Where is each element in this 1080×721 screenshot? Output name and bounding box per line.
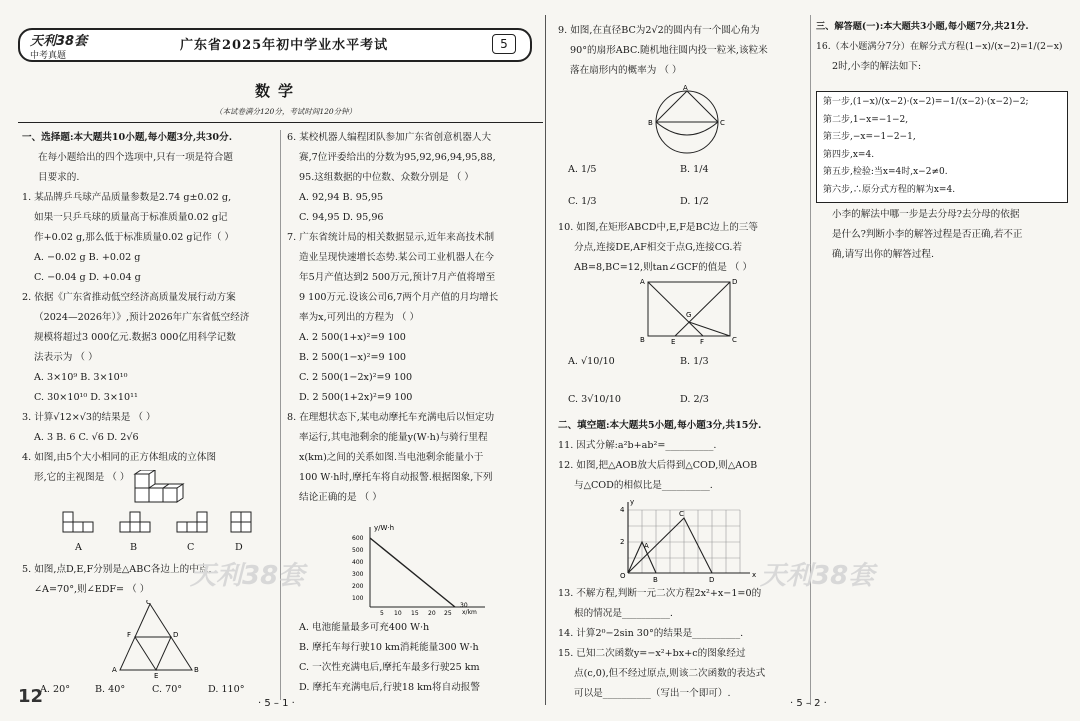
q10-option-b: B. 1/3 [680,356,709,367]
divider [18,122,543,123]
q10-option-c: C. 3√10/10 [568,394,621,405]
cube-face [135,474,149,488]
svg-text:2: 2 [620,538,625,546]
q4-option-d: D [235,542,243,553]
question-5-text: 5. 如图,点D,E,F分别是△ABC各边上的中点, [22,564,212,575]
rectangle-figure [640,276,740,344]
question-16-prompt [832,205,1022,265]
question-13: 13. 不解方程,判断一元二次方程2x²+x−1=0的 [558,588,762,599]
question-10 [558,218,758,278]
text-line: 率为x,可列出的方程为 （ ） [299,312,420,323]
text-line: 赛,7位评委给出的分数为95,92,96,94,95,88, [299,152,496,163]
q8-option-c: C. 一次性充满电后,摩托车最多行驶25 km [299,662,480,673]
solution-step: 第一步,(1−x)/(x−2)·(x−2)=−1/(x−2)·(x−2)−2; [823,97,1029,107]
sheet-number: 12 [18,686,44,707]
question-9 [558,21,768,81]
column-4 [816,17,1063,77]
option-row: C. −0.04 g D. +0.04 g [34,272,141,283]
option-row: A. 3×10⁹ B. 3×10¹⁰ [34,372,128,383]
svg-text:C: C [679,510,684,518]
energy-graph [340,522,490,617]
column-1 [22,128,249,488]
text-line: 95.这组数据的中位数、众数分别是 （ ） [299,172,474,183]
text-line: 根的情况是__________. [574,608,673,619]
question-11: 11. 因式分解:a²b+ab²=__________. [558,440,717,451]
svg-text:A: A [683,84,688,92]
y-tick: 500 [352,547,364,554]
svg-text:G: G [686,311,692,319]
text-line: ∠A=70°,则∠EDF= （ ） [34,584,150,595]
x-tick: 30 [460,602,468,609]
text-line: 落在扇形内的概率为 （ ） [570,65,682,76]
segment-af [648,282,703,336]
cube-face [135,488,149,502]
watermark: 天利38套 [760,561,875,591]
y-tick: 300 [352,571,364,578]
question-6: 6. 某校机器人编程团队参加广东省创意机器人大 [287,132,492,143]
segment-de [675,282,730,336]
text-line: 可以是__________（写出一个即可）. [574,688,731,699]
text-line: 造业呈现快速增长态势.某公司工业机器人在今 [299,252,494,263]
sector-sides [656,91,718,122]
question-7: 7. 广东省统计局的相关数据显示,近年来高技术制 [287,232,495,243]
q5-option-d: D. 110° [208,684,245,695]
text-line: 是什么?判断小李的解答过程是否正确,若不正 [832,229,1023,240]
svg-text:B: B [194,666,199,674]
page-gutter [545,15,546,705]
q8-option-a: A. 电池能量最多可充400 W·h [299,622,430,633]
question-8: 8. 在理想状态下,某电动摩托车充满电后以恒定功 [287,412,495,423]
text-line: 形,它的主视图是 （ ） [34,472,130,483]
exam-note: （本试卷满分120分，考试时间120分钟） [215,107,357,116]
column-divider [810,15,811,705]
solution-step: 第二步,1−x=−1−2, [823,114,909,125]
option-row: A. 3 B. 6 C. √6 D. 2√6 [34,432,139,443]
exam-title: 广东省2025年初中学业水平考试 [180,38,389,53]
q8-option-b: B. 摩托车每行驶10 km消耗能量300 W·h [299,642,479,653]
svg-text:4: 4 [620,506,625,514]
solution-box [816,91,1068,203]
option-row: A. 2 500(1+x)²=9 100 [299,332,406,343]
text-line: 与△COD的相似比是__________. [574,480,713,491]
question-10-text: 10. 如图,在矩形ABCD中,E,F是BC边上的三等 [558,222,758,233]
option-row: D. 2 500(1+2x)²=9 100 [299,392,413,403]
svg-text:F: F [127,631,132,639]
option-row: C. 94,95 D. 95,96 [299,212,384,223]
text-line: 确,请写出你的解答过程. [832,249,935,260]
q4-option-a: A [75,542,82,553]
text-line: 规模将超过3 000亿元.数据3 000亿用科学记数 [34,332,236,343]
page-number-badge: 5 [492,34,516,54]
x-tick: 5 [380,610,384,617]
sector-arc [656,122,718,135]
text-line: 100 W·h时,摩托车将自动报警.根据图象,下列 [299,472,493,483]
section-heading: 三、解答题(一):本大题共3小题,每小题7分,共21分. [816,21,1029,32]
svg-text:B: B [648,119,653,127]
question-9-text: 9. 如图,在直径BC为2√2的圆内有一个圆心角为 [558,25,760,36]
q4-option-b: B [130,542,138,553]
x-tick: 20 [428,610,436,617]
q4-views [55,510,270,540]
solid-figure [125,470,185,510]
triangle-figure [110,600,210,678]
q9-option-b: B. 1/4 [680,164,709,175]
fill-in-questions [558,584,765,704]
svg-text:C: C [720,119,725,127]
text-line: 目要求的. [38,172,80,183]
text-line: 法表示为 （ ） [34,352,98,363]
column-divider [280,130,281,700]
svg-text:x: x [752,571,757,579]
svg-text:D: D [173,631,179,639]
option-row: A. −0.02 g B. +0.02 g [34,252,141,263]
x-axis-label: x/km [462,609,477,616]
brand-logo: 天利38套 [30,34,88,49]
svg-text:B: B [640,336,645,344]
circle-figure [645,84,730,156]
svg-text:A: A [644,542,649,550]
y-axis-label: y/W·h [374,524,395,532]
cube-face [149,488,163,502]
svg-text:C: C [146,600,151,606]
q5-option-c: C. 70° [152,684,183,695]
y-tick: 600 [352,535,364,542]
q10-option-d: D. 2/3 [680,394,709,405]
question-12: 12. 如图,把△AOB放大后得到△COD,则△AOB [558,460,758,471]
q9-option-d: D. 1/2 [680,196,709,207]
svg-text:D: D [732,278,738,286]
q5-option-a: A. 20° [40,684,71,695]
svg-text:B: B [653,576,658,583]
text-line: 年5月产值达到2 500万元,预计7月产值将增至 [299,272,496,283]
text-line: 如果一只乒乓球的质量高于标准质量0.02 g记 [34,212,228,223]
solution-step: 第五步,检验:当x=4时,x−2≠0. [823,167,948,177]
rectangle-abcd [648,282,730,336]
text-line: 率运行,其电池剩余的能量y(W·h)与骑行里程 [299,432,488,443]
solution-step: 第三步,−x=−1−2−1, [823,132,916,142]
solution-step: 第四步,x=4. [823,149,875,160]
x-tick: 25 [444,610,452,617]
svg-text:E: E [154,672,159,678]
svg-text:C: C [732,336,737,344]
text-line: 点(c,0),但不经过原点,则该二次函数的表达式 [574,668,766,679]
triangle-def [135,637,171,670]
text-line: 90°的扇形ABC.随机地往圆内投一粒米,该粒米 [570,45,768,56]
svg-text:E: E [671,338,676,344]
option-row: B. 2 500(1−x)²=9 100 [299,352,407,363]
q8-options [299,618,480,698]
question-1: 1. 某品牌乒乓球产品质量参数是2.74 g±0.02 g, [22,192,232,203]
cube-face [163,488,177,502]
y-tick: 100 [352,595,364,602]
question-3: 3. 计算√12×√3的结果是 （ ） [22,412,156,423]
text-line: 作+0.02 g,那么低于标准质量0.02 g记作（ ） [34,232,234,243]
svg-text:O: O [620,572,626,580]
text-line: 分点,连接DE,AF相交于点G,连接CG.若 [574,242,742,253]
solution-step: 第六步,∴原分式方程的解为x=4. [823,184,956,195]
question-2: 2. 依据《广东省推动低空经济高质量发展行动方案 [22,292,236,303]
section-heading: 一、选择题:本大题共10小题,每小题3分,共30分. [22,132,233,143]
q5-option-b: B. 40° [95,684,126,695]
text-line: 结论正确的是 （ ） [299,492,382,503]
y-tick: 400 [352,559,364,566]
text-line: AB=8,BC=12,则tan∠GCF的值是 （ ） [574,262,753,273]
y-tick: 200 [352,583,364,590]
text-line: （2024—2026年）》,预计2026年广东省低空经济 [34,312,250,323]
text-line: x(km)之间的关系如图.当电池剩余能量小于 [299,452,484,463]
segment-cg [689,322,730,336]
q10-option-a: A. √10/10 [568,356,615,367]
footer-page-left: · 5 – 1 · [258,698,295,709]
grid-figure [608,498,758,583]
option-row: C. 30×10¹⁰ D. 3×10¹¹ [34,392,138,403]
watermark: 天利38套 [190,561,305,591]
column-2 [287,128,498,508]
svg-text:y: y [630,498,635,506]
energy-line [370,538,455,607]
svg-text:A: A [112,666,117,674]
question-5 [22,560,211,600]
section-heading: 二、填空题:本大题共5小题,每小题3分,共15分. [558,420,762,431]
q4-option-c: C [187,542,195,553]
svg-text:A: A [640,278,645,286]
option-row: A. 92,94 B. 95,95 [299,192,384,203]
question-16: 16.（本小题满分7分）在解分式方程(1−x)/(x−2)=1/(2−x) [816,41,1063,52]
svg-text:F: F [700,338,705,344]
option-row: C. 2 500(1−2x)²=9 100 [299,372,413,383]
text-line: 2时,小李的解法如下: [832,61,922,72]
question-15: 15. 已知二次函数y=−x²+bx+c的图象经过 [558,648,746,659]
text-line: 9 100万元.设该公司6,7两个月产值的月均增长 [299,292,499,303]
subject-title: 数学 [255,82,302,100]
x-tick: 15 [411,610,419,617]
question-14: 14. 计算2⁰−2sin 30°的结果是__________. [558,628,744,639]
fill-in-section [558,416,761,496]
text-line: 小李的解法中哪一步是去分母?去分母的依据 [832,209,1020,220]
q9-option-c: C. 1/3 [568,196,597,207]
q8-option-d: D. 摩托车充满电后,行驶18 km将自动报警 [299,682,480,693]
question-4: 4. 如图,由5个大小相同的正方体组成的立体图 [22,452,217,463]
x-tick: 10 [394,610,402,617]
svg-text:D: D [709,576,715,583]
category-label: 中考真题 [30,51,67,61]
q9-option-a: A. 1/5 [568,164,597,175]
footer-page-right: · 5 – 2 · [790,698,827,709]
text-line: 在每小题给出的四个选项中,只有一项是符合题 [38,152,233,163]
